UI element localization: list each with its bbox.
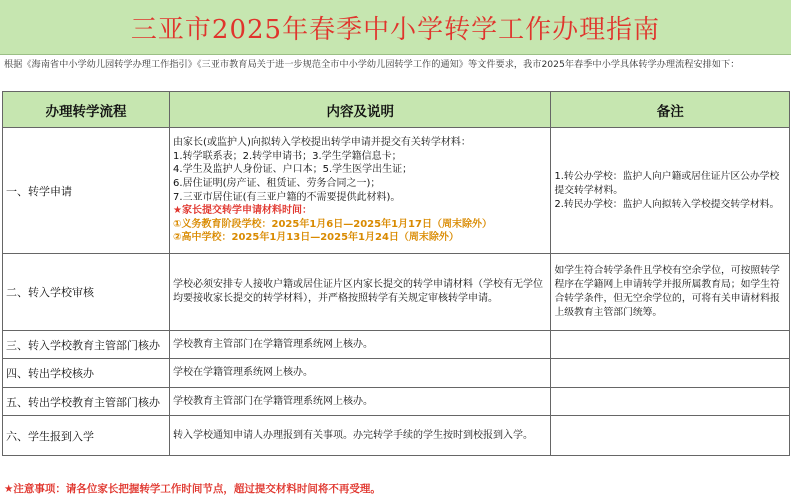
step-note: [551, 416, 790, 456]
step-note: [551, 128, 790, 254]
step-label: 三、转入学校教育主管部门核办: [3, 331, 170, 359]
step-label: 二、转入学校审核: [3, 254, 170, 331]
table-row: [3, 416, 790, 456]
step-content: 学校在学籍管理系统网上核办。: [170, 359, 551, 388]
table-row: [3, 128, 790, 254]
deadline-label: ★家长提交转学申请材料时间：: [173, 205, 313, 217]
content-line: 6.居住证明(房产证、租赁证、劳务合同之一)；: [173, 177, 381, 189]
step-label: 一、转学申请: [3, 128, 170, 254]
header-notes: 备注: [551, 92, 790, 128]
deadline-high-school: ②高中学校：2025年1月13日—2025年1月24日（周末除外）: [173, 232, 459, 244]
step-label: 六、学生报到入学: [3, 416, 170, 456]
table-row: [3, 388, 790, 416]
title-banner: [0, 0, 791, 55]
step-content: 转入学校通知申请人办理报到有关事项。办完转学手续的学生按时到校报到入学。: [170, 416, 551, 456]
step-label: 四、转出学校核办: [3, 359, 170, 388]
step-content: 学校必须安排专人接收户籍或居住证片区内家长提交的转学申请材料（学校有无学位均要接收家长提交的转学材料），并严格按照转学有关规定审核转学申请。: [170, 254, 551, 331]
deadline-compulsory: ①义务教育阶段学校：2025年1月6日—2025年1月17日（周末除外）: [173, 218, 492, 230]
content-line: 4.学生及监护人身份证、户口本；5.学生医学出生证；: [173, 164, 413, 176]
table-row: [3, 331, 790, 359]
table-row: [3, 359, 790, 388]
step-note: [551, 359, 790, 388]
step-note: 如学生符合转学条件且学校有空余学位，可按照转学程序在学籍网上申请转学并报所属教育局；如学生符合转学条件，但无空余学位的，可将有关申请材料报上级教育主管部门统筹。: [551, 254, 790, 331]
transfer-guide-table: [2, 91, 790, 456]
step-content: 学校教育主管部门在学籍管理系统网上核办。: [170, 388, 551, 416]
header-process: 办理转学流程: [3, 92, 170, 128]
step-note: [551, 388, 790, 416]
step-content: [170, 128, 551, 254]
content-line: 7.三亚市居住证(有三亚户籍的不需要提供此材料)。: [173, 191, 401, 203]
step-note: [551, 331, 790, 359]
step-content: 学校教育主管部门在学籍管理系统网上核办。: [170, 331, 551, 359]
note-line: 2.转民办学校：监护人向拟转入学校提交转学材料。: [554, 198, 780, 210]
intro-paragraph: 根据《海南省中小学幼儿园转学办理工作指引》《三亚市教育局关于进一步规范全市中小学幼儿园转学工作的通知》等文件要求，我市2025年春季中小学具体转学办理流程安排如下：: [4, 59, 740, 70]
notice-footer: ★注意事项：请各位家长把握转学工作时间节点，超过提交材料时间将不再受理。: [4, 483, 381, 495]
step-label: 五、转出学校教育主管部门核办: [3, 388, 170, 416]
content-line: 由家长(或监护人)向拟转入学校提出转学申请并提交有关转学材料：: [173, 137, 471, 149]
page-title: 三亚市2025年春季中小学转学工作办理指南: [130, 14, 661, 45]
header-content: 内容及说明: [170, 92, 551, 128]
note-line: 1.转公办学校：监护人向户籍或居住证片区公办学校提交转学材料。: [554, 170, 780, 196]
table-row: [3, 254, 790, 331]
table-header-row: [3, 92, 790, 128]
content-line: 1.转学联系表；2.转学申请书；3.学生学籍信息卡；: [173, 150, 402, 162]
